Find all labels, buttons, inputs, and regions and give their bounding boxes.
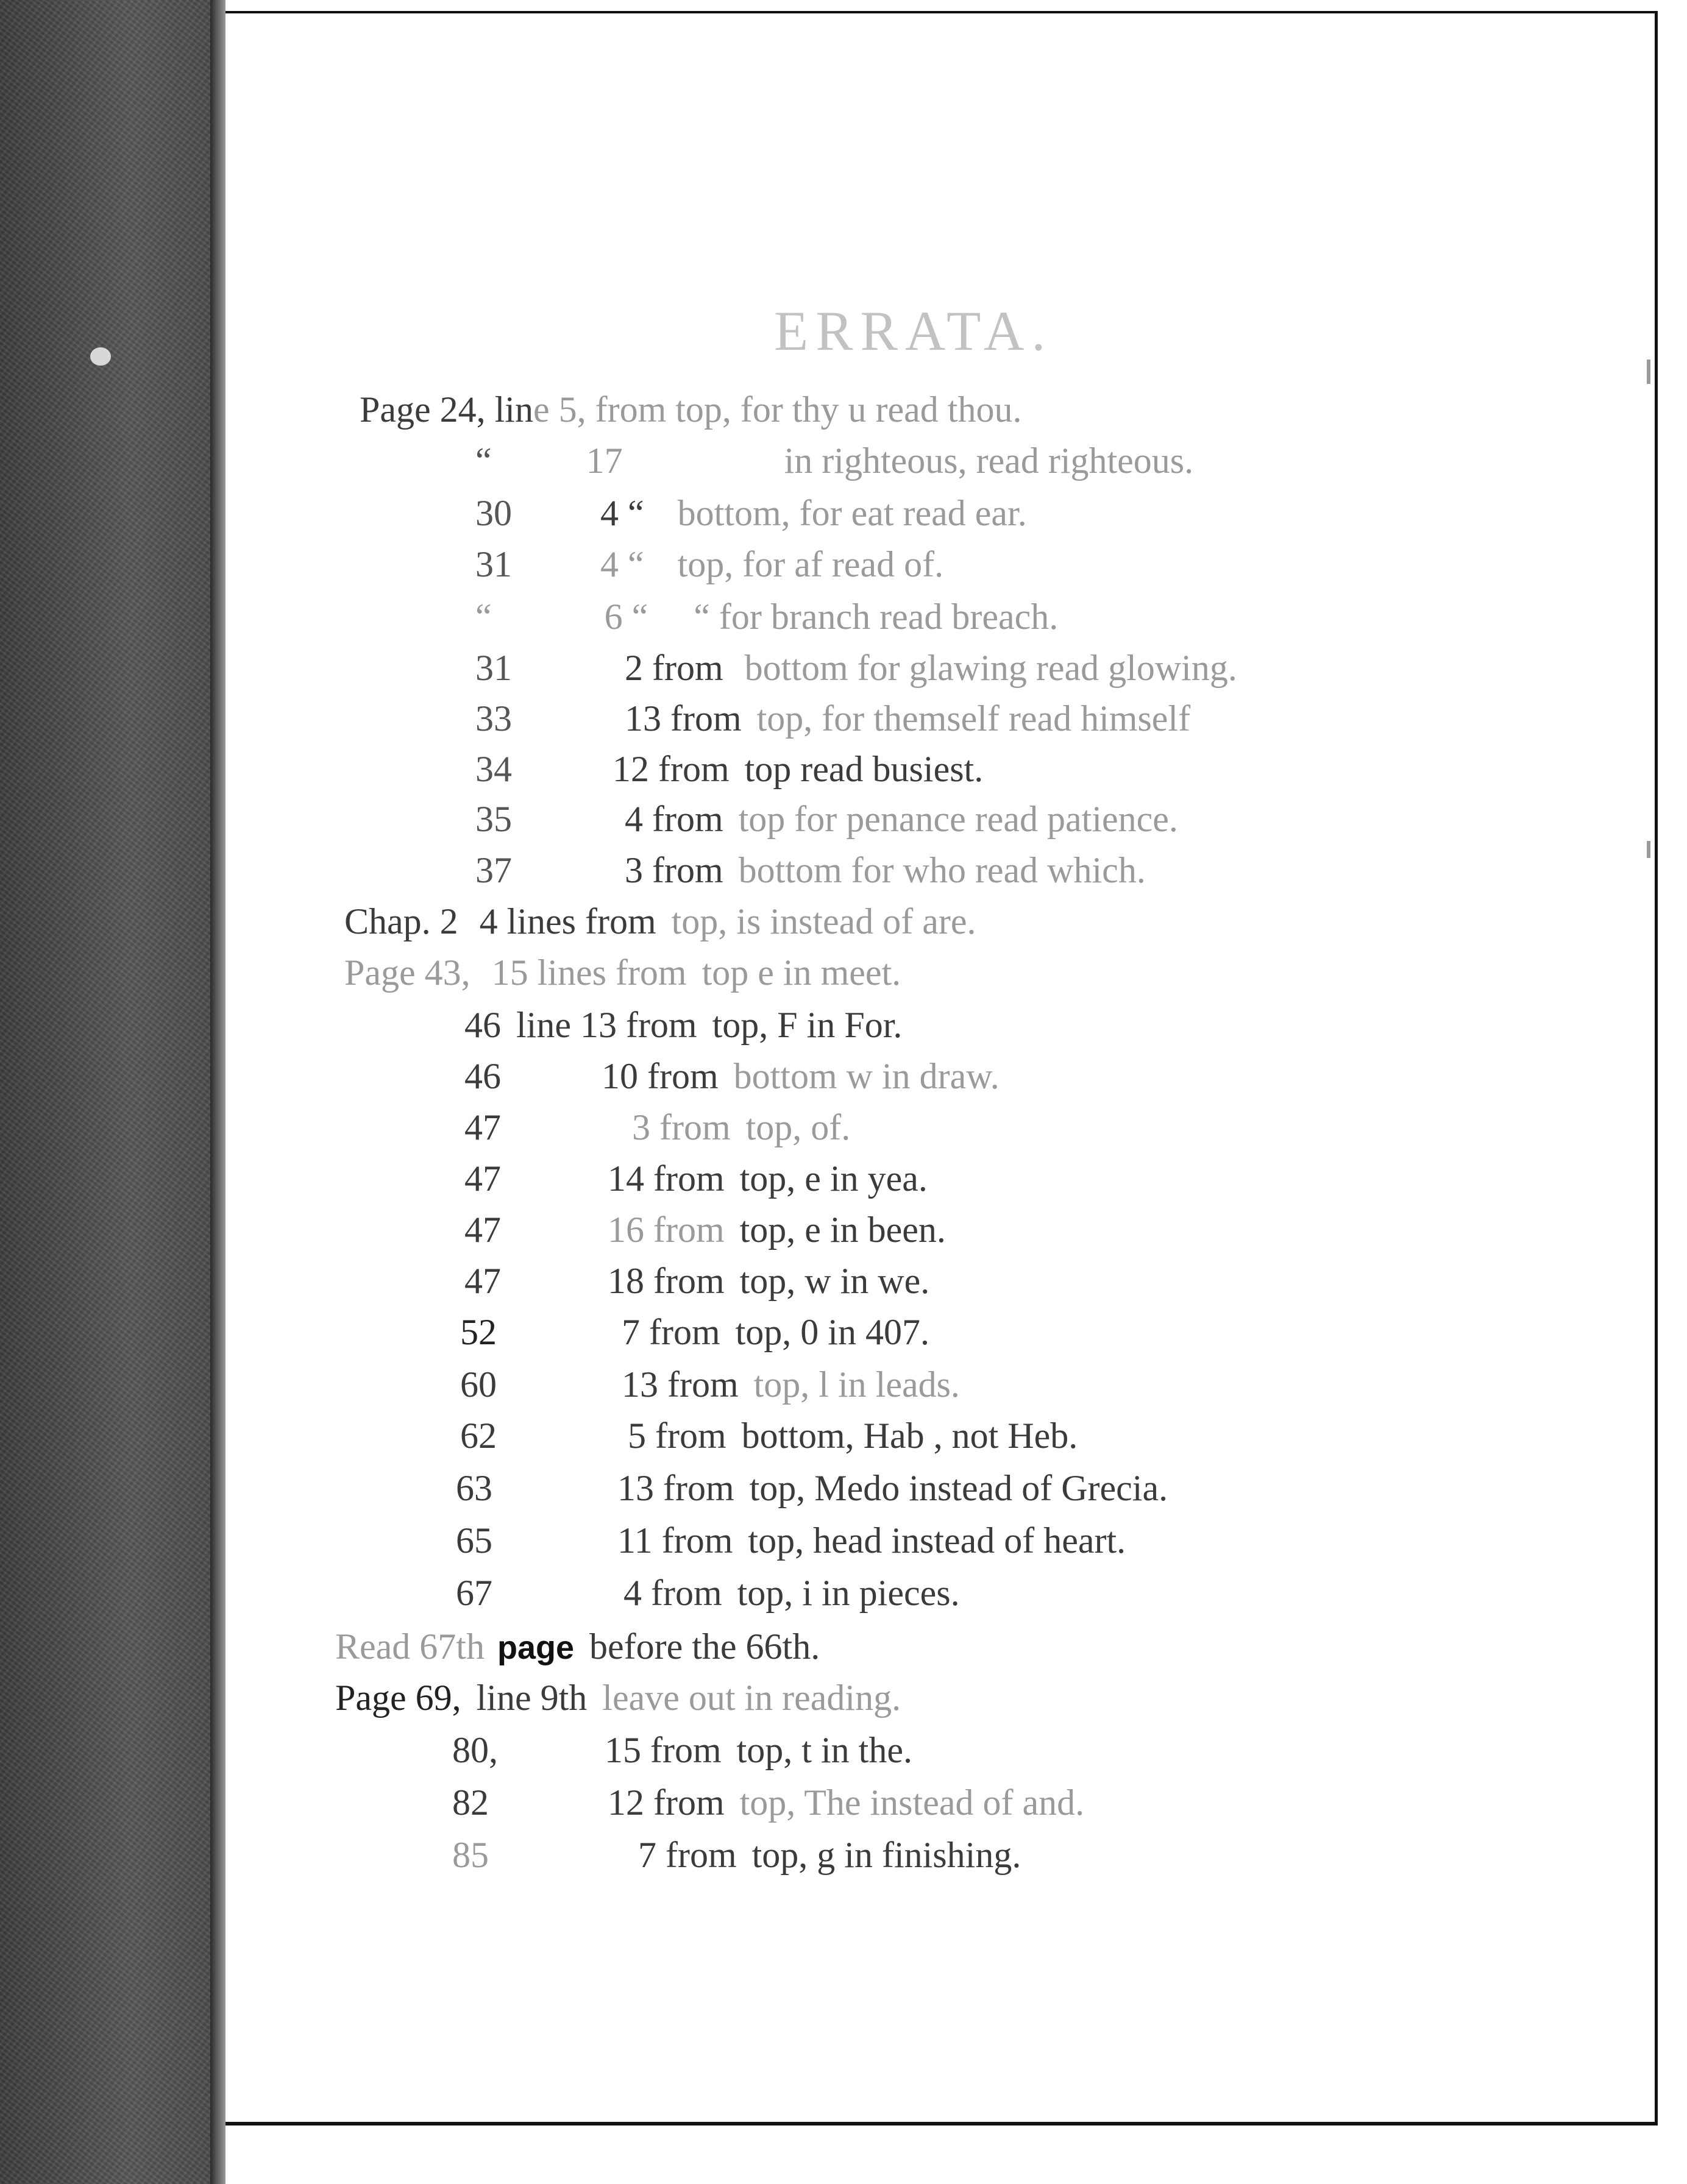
errata-entry (344, 901, 976, 943)
errata-entry (464, 1004, 902, 1046)
entry-page: 80, (452, 1730, 498, 1770)
entry-fix: top, for themself read himself (756, 698, 1191, 739)
errata-entry (452, 1782, 1084, 1824)
errata-entry (456, 1520, 1126, 1562)
page-title: ERRATA. (774, 300, 1053, 362)
entry-line: 3 from (632, 1107, 731, 1147)
entry-line: 12 from (608, 1782, 725, 1823)
errata-entry (460, 1364, 960, 1406)
errata-entry (464, 1107, 850, 1149)
errata-entry (344, 952, 901, 994)
entry-fix: top, g in finishing. (751, 1835, 1021, 1875)
errata-entry (475, 798, 1178, 840)
entry-page: Page 24, lin (360, 389, 533, 430)
entry-page: 85 (452, 1835, 489, 1875)
entry-page: 30 (475, 493, 512, 533)
entry-fix: top, e in been. (739, 1210, 946, 1250)
entry-fix: top e in meet. (701, 952, 901, 993)
entry-fix: bottom, Hab , not Heb. (741, 1416, 1078, 1456)
entry-fix: top, head instead of heart. (748, 1520, 1126, 1561)
entry-fix: top, Medo instead of Grecia. (749, 1468, 1168, 1508)
entry-fix: bottom w in draw. (733, 1056, 1000, 1096)
entry-line: 18 from (608, 1261, 725, 1301)
entry-fix: u read thou. (848, 389, 1022, 430)
entry-fix: “ for branch read breach. (694, 597, 1059, 637)
entry-page: 82 (452, 1782, 489, 1823)
errata-entry (464, 1055, 1000, 1097)
entry-fix: bottom, for eat read ear. (677, 493, 1027, 533)
entry-page: Chap. 2 (344, 901, 458, 941)
errata-entry (464, 1209, 946, 1251)
binding-spot (90, 347, 111, 366)
entry-line: line 13 from (516, 1005, 697, 1045)
entry-line: e 5, from top, for thy (533, 389, 839, 430)
errata-entry (452, 1729, 912, 1771)
errata-entry (475, 596, 1058, 638)
errata-entry (475, 544, 943, 586)
errata-entry (475, 647, 1237, 689)
errata-entry (460, 1311, 929, 1353)
errata-entry (475, 849, 1146, 892)
entry-fix: bottom for who read which. (738, 850, 1146, 890)
entry-line: 14 from (608, 1158, 725, 1199)
entry-fix: top, e in yea. (739, 1158, 928, 1199)
entry-page: 35 (475, 799, 512, 839)
entry-fix: top, 0 in 407. (735, 1312, 929, 1352)
entry-page: 33 (475, 698, 512, 739)
entry-line: 7 from (622, 1312, 720, 1352)
entry-page: 60 (460, 1364, 497, 1405)
entry-line: 4 “ (600, 544, 644, 584)
entry-line: 11 from (617, 1520, 733, 1561)
entry-fix: in righteous, read righteous. (784, 441, 1194, 481)
errata-entry (475, 440, 1193, 482)
entry-fix: top, of. (745, 1107, 851, 1147)
errata-entry (460, 1415, 1078, 1457)
entry-page: 52 (460, 1312, 497, 1352)
entry-page: “ (475, 597, 492, 637)
entry-fix: top, t in the. (736, 1730, 912, 1770)
errata-entry (360, 389, 1021, 431)
entry-line: 15 from (605, 1730, 722, 1770)
entry-fix: before the 66th. (589, 1626, 820, 1667)
entry-page: 46 (464, 1005, 501, 1045)
entry-line: 5 from (628, 1416, 726, 1456)
entry-fix: leave out in reading. (602, 1678, 901, 1718)
errata-entry (452, 1834, 1021, 1876)
errata-entry (475, 492, 1027, 534)
entry-page: 46 (464, 1056, 501, 1096)
entry-line: 10 from (602, 1056, 719, 1096)
entry-page: 47 (464, 1158, 501, 1199)
entry-page: 62 (460, 1416, 497, 1456)
errata-entry (335, 1677, 901, 1719)
entry-line: 3 from (625, 850, 723, 890)
entry-fix: top, i in pieces. (737, 1573, 960, 1613)
entry-page: 47 (464, 1107, 501, 1147)
entry-page: 63 (456, 1468, 492, 1508)
entry-line: 4 “ (600, 493, 644, 533)
margin-mark (1647, 841, 1650, 858)
entry-line: 15 lines from (491, 952, 687, 993)
entry-line: line 9th (476, 1678, 588, 1718)
entry-page: Page 69, (335, 1678, 461, 1718)
entry-page: 47 (464, 1210, 501, 1250)
entry-fix: bottom for glawing read glowing. (744, 648, 1237, 688)
entry-line: 12 from (613, 749, 730, 789)
entry-page: 67 (456, 1573, 492, 1613)
errata-entry (456, 1572, 960, 1614)
margin-mark (1647, 360, 1650, 384)
entry-page: 47 (464, 1261, 501, 1301)
book-binding (0, 0, 219, 2184)
errata-entry (475, 748, 983, 790)
entry-line: 13 from (617, 1468, 734, 1508)
entry-fix: top, l in leads. (753, 1364, 960, 1405)
entry-page: 65 (456, 1520, 492, 1561)
entry-fix: top for penance read patience. (738, 799, 1178, 839)
entry-page: “ (475, 441, 492, 481)
entry-page: Page 43, (344, 952, 471, 993)
entry-line: 4 from (623, 1573, 722, 1613)
entry-page: Read 67th (335, 1626, 485, 1667)
entry-line: 2 from (625, 648, 723, 688)
entry-line: 4 from (625, 799, 723, 839)
entry-page: 31 (475, 544, 512, 584)
entry-line: 13 from (625, 698, 742, 739)
errata-entry (456, 1467, 1168, 1509)
entry-page: 37 (475, 850, 512, 890)
entry-fix: top, is instead of are. (671, 901, 976, 941)
entry-fix: top, The instead of and. (739, 1782, 1085, 1823)
errata-entry (475, 698, 1190, 740)
errata-entry (464, 1158, 928, 1200)
entry-line: 4 lines from (479, 901, 656, 941)
entry-fix: top read busiest. (744, 749, 984, 789)
entry-fix: top, w in we. (739, 1261, 930, 1301)
entry-page: 34 (475, 749, 512, 789)
entry-line: 17 (586, 441, 623, 481)
errata-entry (464, 1260, 929, 1302)
entry-page: 31 (475, 648, 512, 688)
entry-fix: top, for af read of. (677, 544, 944, 584)
errata-entry (335, 1626, 820, 1668)
binding-edge (210, 0, 226, 2184)
entry-fix: top, F in For. (712, 1005, 903, 1045)
entry-line: 7 from (638, 1835, 737, 1875)
entry-line: 6 “ (604, 597, 648, 637)
entry-line: page (497, 1629, 574, 1666)
entry-line: 13 from (622, 1364, 739, 1405)
entry-line: 16 from (608, 1210, 725, 1250)
